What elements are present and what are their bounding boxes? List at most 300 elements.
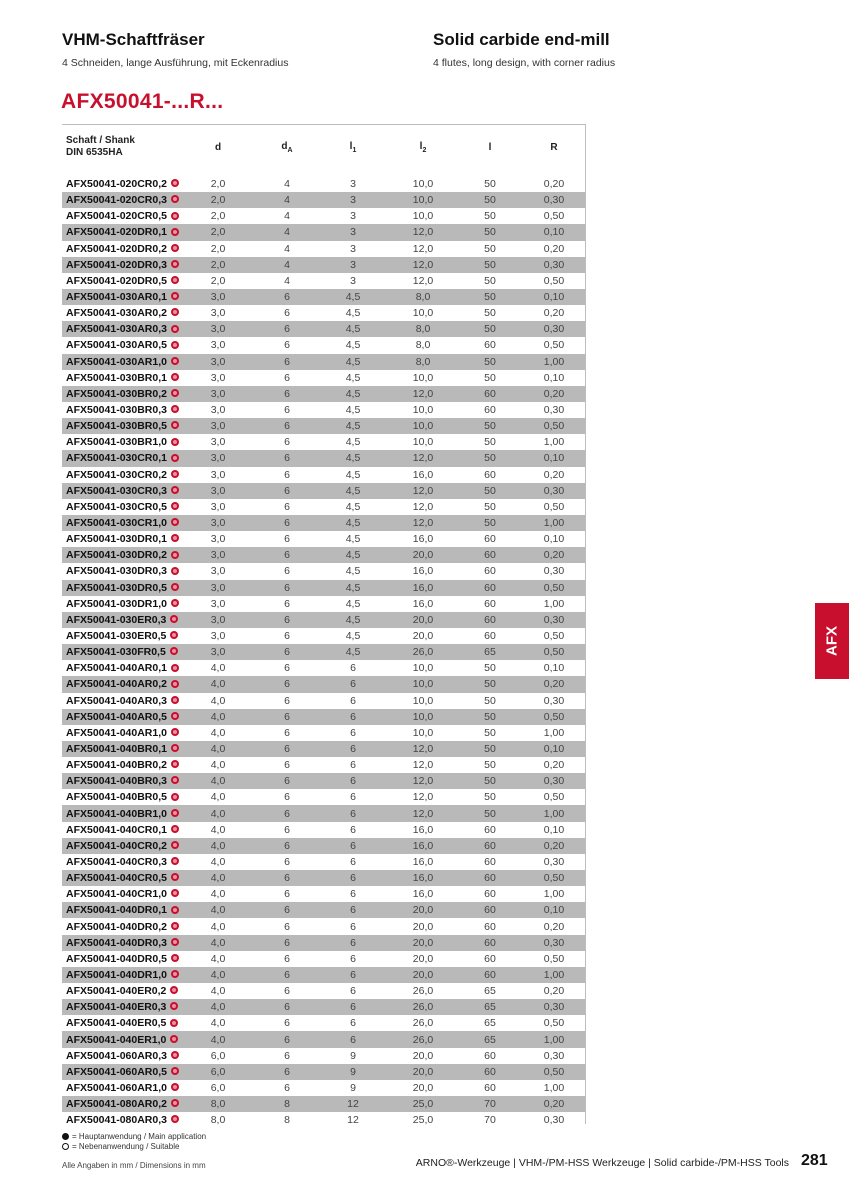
article-number: AFX50041-030AR1,0 [66,355,167,368]
cell-l1: 4,5 [318,515,388,531]
cell-l: 50 [484,662,496,675]
title-german: VHM-Schaftfräser [62,30,205,49]
cell-r: 0,30 [522,192,586,208]
cell-l: 50 [484,500,496,513]
cell-code [62,660,180,676]
article-number: AFX50041-030BR0,3 [66,404,167,417]
cell-r: 0,30 [522,612,586,628]
cell-l1: 4,5 [318,612,388,628]
cell-l1: 3 [350,274,356,287]
cell-r: 0,50 [543,952,565,965]
table-row [62,418,586,434]
column-header-l [458,124,522,170]
application-dot-icon [171,357,179,365]
application-dot-icon [171,1067,179,1075]
cell-da: 6 [284,1049,290,1062]
cell-d: 3,0 [180,547,256,563]
cell-code [62,563,180,579]
cell-l: 70 [458,1096,522,1112]
table-row [62,499,586,515]
subtitle-english: 4 flutes, long design, with corner radius [433,57,616,69]
application-dot-icon [171,825,179,833]
cell-l1: 6 [350,855,356,868]
application-dot-icon [171,276,179,284]
cell-r: 0,30 [522,935,586,951]
cell-r: 0,20 [522,386,586,402]
cell-l2: 10,0 [412,371,434,384]
application-dot-icon [171,728,179,736]
cell-l1: 4,5 [318,580,388,596]
cell-da: 6 [284,307,290,320]
table-row [62,176,586,192]
cell-l1: 4,5 [318,289,388,305]
cell-d: 4,0 [210,759,226,772]
cell-r: 0,20 [543,468,565,481]
cell-l: 60 [484,339,496,352]
cell-l2: 12,0 [412,791,434,804]
cell-r: 0,30 [543,565,565,578]
cell-l1: 6 [318,676,388,692]
cell-l: 60 [484,823,496,836]
cell-l2: 16,0 [412,468,434,481]
cell-da: 6 [284,339,290,352]
cell-code [62,467,180,483]
cell-l2: 10,0 [412,694,434,707]
cell-l1: 4,5 [318,644,388,660]
cell-d: 4,0 [180,1031,256,1047]
cell-r: 0,30 [522,773,586,789]
table-row [62,1096,586,1112]
article-number: AFX50041-030AR0,3 [66,323,167,336]
cell-l1: 4,5 [318,418,388,434]
cell-code [62,789,180,805]
article-number: AFX50041-030CR0,2 [66,468,167,481]
cell-l: 50 [484,694,496,707]
cell-r: 0,50 [522,418,586,434]
cell-d: 3,0 [210,565,226,578]
article-number: AFX50041-020CR0,5 [66,210,167,223]
cell-r: 0,20 [543,307,565,320]
cell-da: 6 [256,902,318,918]
cell-d: 3,0 [210,533,226,546]
cell-l1: 12 [347,1114,359,1127]
cell-r: 0,10 [543,371,565,384]
cell-d: 4,0 [210,823,226,836]
application-dot-icon [171,760,179,768]
table-row [62,805,586,821]
cell-l: 60 [458,902,522,918]
legend [62,1132,206,1152]
cell-l: 60 [484,920,496,933]
cell-l2: 16,0 [388,838,458,854]
article-number: AFX50041-030AR0,2 [66,307,167,320]
cell-r: 0,30 [543,1049,565,1062]
column-header-r-label: R [550,141,558,153]
table-row [62,789,586,805]
cell-da: 6 [256,741,318,757]
cell-r: 0,20 [522,676,586,692]
article-number: AFX50041-040ER1,0 [66,1033,167,1046]
cell-code [62,370,180,386]
application-dot-icon [171,680,179,688]
cell-code [62,1015,180,1031]
cell-l2: 12,0 [388,773,458,789]
application-dot-icon [171,873,179,881]
cell-code [62,773,180,789]
table-row [62,370,586,386]
article-number: AFX50041-040CR0,1 [66,823,167,836]
article-number: AFX50041-040AR0,1 [66,662,167,675]
cell-d: 4,0 [210,952,226,965]
cell-l1: 4,5 [345,630,361,642]
article-number: AFX50041-030CR0,3 [66,484,167,497]
table-row [62,612,586,628]
cell-da: 6 [256,1031,318,1047]
cell-d: 3,0 [180,612,256,628]
article-number: AFX50041-030AR0,1 [66,291,167,304]
application-dot-icon [171,776,179,784]
cell-l2: 12,0 [388,741,458,757]
application-dot-icon [171,857,179,865]
cell-da: 6 [256,580,318,596]
cell-r: 0,30 [543,1114,565,1127]
article-number: AFX50041-040AR0,5 [66,710,167,723]
cell-r: 0,30 [543,404,565,417]
application-dot-icon [171,212,179,220]
application-dot-icon [171,906,179,914]
article-number: AFX50041-030CR0,1 [66,452,167,465]
legend-main-text: = Hauptanwendung / Main application [72,1132,207,1141]
cell-da: 6 [284,985,290,998]
application-dot-icon [171,421,179,429]
table-row [62,208,586,224]
legend-main-application [62,1132,206,1142]
table-row [62,434,586,450]
cell-l: 60 [484,952,496,965]
cell-l1: 4,5 [318,450,388,466]
cell-l1: 4,5 [345,371,361,384]
application-dot-icon [170,1035,178,1043]
cell-da: 6 [284,371,290,384]
table-row [62,757,586,773]
cell-d: 4,0 [180,967,256,983]
cell-code [62,289,180,305]
application-dot-icon [171,551,179,559]
cell-code [62,644,180,660]
table-row [62,660,586,676]
cell-l: 50 [458,515,522,531]
table-row [62,305,586,321]
column-header-l2-sub: 2 [422,146,427,154]
article-number: AFX50041-030FR0,5 [66,646,166,659]
application-dot-icon [171,567,179,575]
article-number: AFX50041-040ER0,5 [66,1017,167,1030]
table-row [62,983,586,999]
cell-da: 6 [284,759,290,772]
cell-l2: 8,0 [388,289,458,305]
article-number: AFX50041-040ER0,2 [66,985,167,998]
cell-code [62,499,180,515]
table-row [62,886,586,902]
cell-l2: 12,0 [412,759,434,772]
article-number: AFX50041-040DR0,2 [66,920,167,933]
table-row [62,483,586,499]
cell-l: 50 [484,791,496,804]
column-header-shank [62,124,180,170]
application-dot-icon [171,470,179,478]
units-note: Alle Angaben in mm / Dimensions in mm [62,1161,206,1170]
cell-r: 1,00 [543,436,565,449]
cell-d: 2,0 [180,257,256,273]
cell-d: 4,0 [210,920,226,933]
cell-l1: 9 [318,1064,388,1080]
cell-code [62,693,180,709]
open-circle-icon [62,1143,69,1150]
cell-da: 6 [284,791,290,804]
table-row [62,596,586,612]
cell-r: 0,10 [522,289,586,305]
cell-r: 1,00 [543,726,565,739]
cell-r: 0,50 [522,870,586,886]
application-dot-icon [171,486,179,494]
cell-da: 6 [284,662,290,675]
cell-l: 60 [484,565,496,578]
title-english: Solid carbide end-mill [433,30,610,49]
product-code: AFX50041-...R... [61,90,224,113]
cell-l: 65 [458,999,522,1015]
cell-l1: 6 [350,888,356,901]
cell-da: 6 [256,838,318,854]
cell-r: 0,20 [543,985,565,998]
table-row [62,644,586,660]
cell-l1: 6 [350,694,356,707]
cell-code [62,596,180,612]
cell-r: 1,00 [522,1031,586,1047]
application-dot-icon [171,518,179,526]
cell-da: 6 [256,999,318,1015]
column-header-d [180,124,256,170]
cell-l2: 12,0 [412,500,434,513]
cell-l2: 20,0 [412,952,434,965]
cell-l1: 6 [350,662,356,675]
cell-l: 60 [458,547,522,563]
cell-d: 3,0 [180,450,256,466]
cell-l2: 10,0 [412,178,434,191]
cell-da: 6 [284,952,290,965]
cell-code [62,918,180,934]
cell-code [62,192,180,208]
application-dot-icon [170,615,178,623]
cell-l1: 3 [350,210,356,223]
cell-l2: 8,0 [388,321,458,337]
table-row [62,321,586,337]
article-number: AFX50041-040BR1,0 [66,807,167,820]
column-header-da-label: d [281,140,288,152]
cell-da: 6 [256,709,318,725]
cell-da: 6 [256,354,318,370]
article-number: AFX50041-030DR1,0 [66,597,167,610]
cell-l2: 16,0 [388,870,458,886]
cell-d: 4,0 [180,773,256,789]
cell-l: 50 [484,371,496,384]
table-row [62,999,586,1015]
article-number: AFX50041-030DR0,5 [66,581,167,594]
article-number: AFX50041-080AR0,2 [66,1098,167,1111]
cell-code [62,628,180,644]
table-row [62,725,586,741]
cell-l1: 6 [350,920,356,933]
article-number: AFX50041-040AR1,0 [66,726,167,739]
article-number: AFX50041-030BR0,2 [66,387,167,400]
cell-d: 4,0 [180,935,256,951]
cell-l1: 4,5 [318,321,388,337]
shank-label: Schaft / Shank [66,135,135,146]
column-header-l2 [388,124,458,170]
cell-l: 50 [458,741,522,757]
cell-l1: 6 [318,870,388,886]
article-number: AFX50041-030DR0,1 [66,533,167,546]
cell-r: 0,10 [543,823,565,836]
cell-code [62,612,180,628]
cell-d: 3,0 [180,386,256,402]
application-dot-icon [170,647,178,655]
application-dot-icon [171,179,179,187]
cell-da: 6 [284,888,290,901]
cell-da: 6 [256,515,318,531]
cell-l2: 20,0 [388,935,458,951]
cell-l2: 10,0 [388,676,458,692]
cell-da: 6 [256,676,318,692]
cell-code [62,273,180,289]
cell-l: 60 [458,967,522,983]
cell-l: 50 [458,321,522,337]
cell-r: 0,10 [522,224,586,240]
cell-code [62,935,180,951]
article-number: AFX50041-040CR0,3 [66,855,167,868]
cell-da: 4 [284,178,290,191]
cell-l: 50 [458,773,522,789]
cell-l: 50 [484,274,496,287]
application-dot-icon [171,1083,179,1091]
application-dot-icon [171,292,179,300]
cell-r: 0,10 [543,533,565,546]
article-number: AFX50041-040ER0,3 [66,1001,167,1014]
cell-r: 0,50 [543,210,565,223]
cell-r: 0,10 [522,450,586,466]
cell-code [62,709,180,725]
cell-d: 3,0 [180,483,256,499]
cell-code [62,386,180,402]
cell-d: 8,0 [210,1114,226,1127]
cell-l2: 10,0 [388,418,458,434]
cell-da: 6 [256,321,318,337]
cell-code [62,1112,180,1128]
table-row [62,1031,586,1047]
section-tab-afx[interactable] [815,603,849,679]
cell-l2: 12,0 [388,224,458,240]
article-number: AFX50041-040CR0,5 [66,872,167,885]
cell-l: 60 [458,612,522,628]
footer-text: ARNO®-Werkzeuge | VHM-/PM-HSS Werkzeuge | Solid carbide-/PM-HSS Tools [415,1157,789,1169]
cell-l: 65 [458,1031,522,1047]
cell-da: 6 [256,644,318,660]
cell-d: 4,0 [180,838,256,854]
cell-code [62,999,180,1015]
cell-l2: 16,0 [412,888,434,901]
cell-d: 4,0 [210,855,226,868]
application-dot-icon [171,1115,179,1123]
cell-code [62,741,180,757]
column-header-l1-sub: 1 [352,146,357,154]
cell-r: 1,00 [543,888,565,901]
article-number: AFX50041-030DR0,2 [66,549,167,562]
cell-l2: 10,0 [412,436,434,449]
application-dot-icon [171,454,179,462]
cell-r: 1,00 [522,354,586,370]
table-row [62,1064,586,1080]
column-header-l2-label: l [419,140,423,152]
cell-l1: 9 [350,1049,356,1062]
article-number: AFX50041-030ER0,5 [66,630,167,642]
cell-da: 6 [284,726,290,739]
cell-l: 60 [484,533,496,546]
cell-l2: 20,0 [388,902,458,918]
cell-code [62,337,180,353]
cell-l1: 6 [350,823,356,836]
table-row [62,773,586,789]
cell-d: 4,0 [180,902,256,918]
article-number: AFX50041-040BR0,3 [66,775,167,788]
cell-l2: 8,0 [388,354,458,370]
cell-l1: 6 [318,902,388,918]
cell-d: 4,0 [210,662,226,675]
article-number: AFX50041-040CR0,2 [66,839,167,852]
cell-d: 2,0 [210,274,226,287]
cell-code [62,854,180,870]
cell-l2: 12,0 [412,242,434,255]
application-dot-icon [171,583,179,591]
column-header-d-label: d [214,141,222,153]
cell-code [62,951,180,967]
cell-r: 0,30 [543,694,565,707]
cell-da: 4 [284,274,290,287]
cell-code [62,321,180,337]
cell-l2: 26,0 [388,999,458,1015]
cell-l: 50 [458,418,522,434]
table-row [62,531,586,547]
table-row [62,1015,586,1031]
article-number: AFX50041-030ER0,3 [66,613,167,626]
cell-l: 50 [484,210,496,223]
cell-l2: 20,0 [412,630,434,642]
cell-da: 6 [284,436,290,449]
table-row [62,224,586,240]
article-number: AFX50041-030BR1,0 [66,436,167,449]
filled-circle-icon [62,1133,69,1140]
cell-l1: 6 [318,709,388,725]
cell-l1: 6 [318,773,388,789]
table-row [62,838,586,854]
cell-code [62,547,180,563]
cell-r: 0,50 [522,709,586,725]
article-number: AFX50041-060AR0,3 [66,1049,167,1062]
cell-l: 60 [484,888,496,901]
article-number: AFX50041-020DR0,1 [66,226,167,239]
cell-l: 50 [484,436,496,449]
table-row [62,192,586,208]
cell-l: 65 [458,644,522,660]
cell-l: 50 [484,178,496,191]
